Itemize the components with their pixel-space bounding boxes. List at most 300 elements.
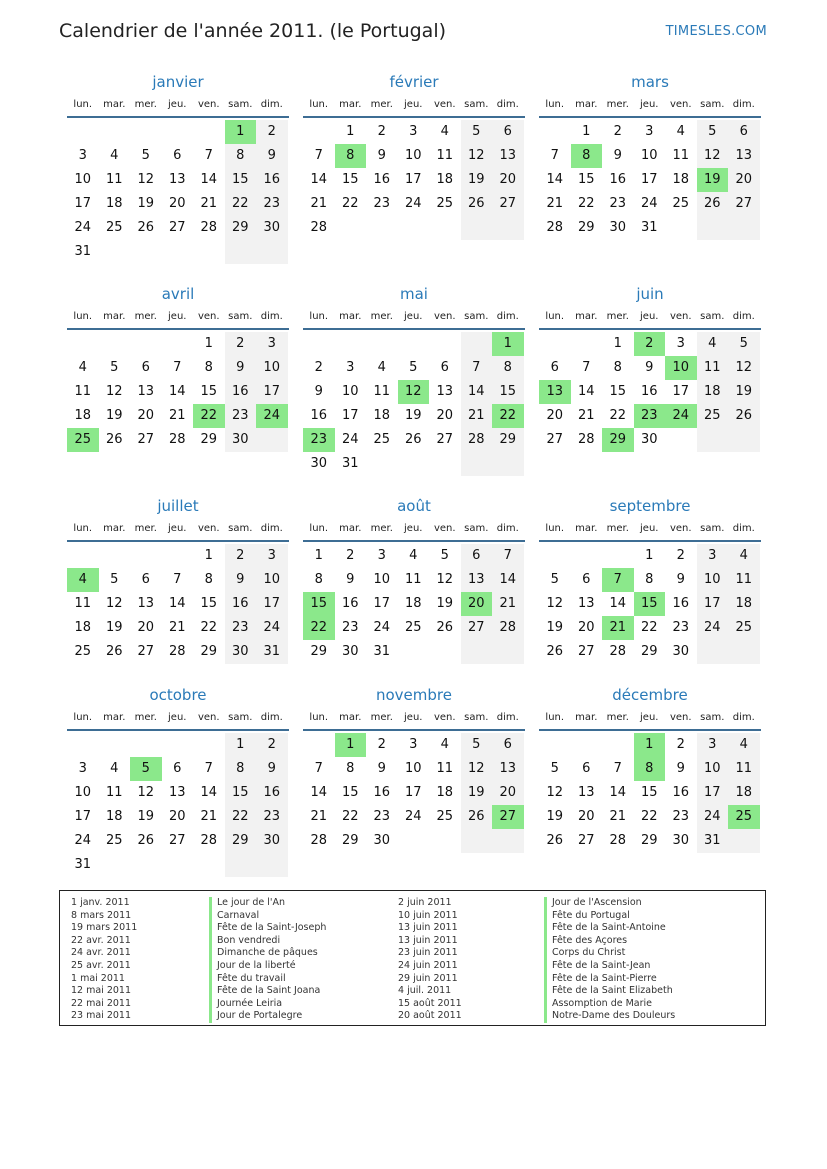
day-cell: 1 (204, 548, 213, 563)
holiday-day-cell: 15 (634, 592, 666, 616)
day-cell: 10 (74, 172, 92, 187)
weekday-label: sam. (700, 712, 725, 723)
day-cell: 22 (609, 408, 627, 423)
day-cell: 29 (640, 644, 658, 659)
legend-date: 8 mars 2011 (71, 909, 132, 921)
day-grid (303, 332, 525, 476)
holiday-day-cell: 21 (602, 616, 634, 640)
day-cell: 9 (225, 568, 257, 592)
empty-cell (366, 332, 398, 356)
day-cell: 2 (346, 548, 355, 563)
weekday-label: jeu. (404, 523, 423, 534)
legend-date: 20 août 2011 (398, 1010, 462, 1022)
legend-holiday-name: Fête du travail (209, 973, 326, 986)
day-cell: 24 (404, 196, 422, 211)
day-cell: 30 (310, 456, 328, 471)
day-cell: 12 (546, 785, 564, 800)
weekday-label: lun. (73, 311, 93, 322)
day-cell: 10 (697, 568, 729, 592)
day-cell: 6 (440, 360, 449, 375)
day-cell: 3 (645, 124, 654, 139)
day-grid (67, 120, 289, 264)
month-name: septembre (609, 497, 691, 515)
day-cell: 23 (609, 196, 627, 211)
weekday-label: ven. (197, 712, 220, 723)
legend-holiday-name: Fête de la Saint Elizabeth (544, 985, 675, 998)
day-cell: 15 (225, 781, 257, 805)
day-cell: 1 (225, 733, 257, 757)
day-cell: 2 (613, 124, 622, 139)
day-cell: 16 (672, 785, 690, 800)
day-cell: 3 (697, 544, 729, 568)
month-name: février (389, 73, 439, 91)
day-cell: 19 (137, 809, 155, 824)
legend-date: 12 mai 2011 (71, 985, 132, 997)
day-cell: 17 (697, 592, 729, 616)
day-cell: 10 (341, 384, 359, 399)
day-cell: 2 (314, 360, 323, 375)
day-cell: 5 (461, 733, 493, 757)
weekday-label: sam. (228, 523, 253, 534)
day-cell: 15 (341, 785, 359, 800)
weekday-label: mer. (134, 523, 157, 534)
day-cell: 5 (461, 120, 493, 144)
day-cell: 1 (613, 336, 622, 351)
empty-cell (130, 332, 162, 356)
page-title: Calendrier de l'année 2011. (le Portugal) (59, 20, 447, 42)
day-grid (303, 733, 525, 853)
day-cell: 7 (314, 148, 323, 163)
legend-holiday-name: Dimanche de pâques (209, 947, 326, 960)
day-cell: 30 (256, 829, 288, 853)
day-cell: 24 (697, 805, 729, 829)
day-cell: 7 (314, 761, 323, 776)
holiday-day-cell: 10 (665, 356, 697, 380)
day-cell: 20 (577, 620, 595, 635)
legend-holiday-name: Fête de la Saint-Pierre (544, 973, 675, 986)
legend-date: 24 juin 2011 (398, 959, 458, 971)
header-rule (303, 540, 525, 542)
day-cell: 16 (672, 596, 690, 611)
day-cell: 15 (640, 785, 658, 800)
day-cell: 28 (200, 833, 218, 848)
month-4 (303, 284, 525, 476)
weekday-label: sam. (700, 311, 725, 322)
day-cell: 5 (440, 548, 449, 563)
day-cell: 6 (492, 120, 524, 144)
day-cell: 17 (256, 592, 288, 616)
day-cell: 30 (672, 644, 690, 659)
day-cell: 30 (609, 220, 627, 235)
legend-holiday-name: Fête de la Saint-Antoine (544, 922, 675, 935)
legend-date: 25 avr. 2011 (71, 959, 131, 971)
holiday-day-cell: 5 (130, 757, 162, 781)
day-cell: 10 (373, 572, 391, 587)
day-cell: 14 (609, 596, 627, 611)
empty-cell (539, 120, 571, 144)
weekday-label: lun. (309, 311, 329, 322)
weekday-label: mer. (606, 311, 629, 322)
day-cell: 14 (168, 384, 186, 399)
day-cell: 19 (546, 809, 564, 824)
day-cell: 23 (373, 809, 391, 824)
day-cell: 25 (728, 616, 760, 640)
day-cell: 29 (640, 833, 658, 848)
weekday-label: lun. (545, 311, 565, 322)
weekday-label: dim. (732, 712, 755, 723)
day-cell: 29 (310, 644, 328, 659)
day-cell: 30 (256, 216, 288, 240)
empty-cell (492, 216, 524, 240)
day-cell: 17 (640, 172, 658, 187)
month-0 (67, 72, 289, 264)
day-cell: 1 (582, 124, 591, 139)
day-cell: 15 (492, 380, 524, 404)
day-cell: 9 (676, 572, 685, 587)
weekday-label: mar. (575, 311, 598, 322)
day-cell: 27 (137, 432, 155, 447)
day-cell: 5 (697, 120, 729, 144)
day-cell: 8 (613, 360, 622, 375)
empty-cell (398, 216, 430, 240)
weekday-label: lun. (545, 523, 565, 534)
month-3 (67, 284, 289, 452)
day-cell: 17 (74, 809, 92, 824)
day-cell: 5 (550, 572, 559, 587)
month-name: mai (400, 285, 428, 303)
day-grid (67, 332, 289, 452)
holiday-day-cell: 8 (571, 144, 603, 168)
legend-left-names (209, 897, 326, 1023)
legend-holiday-name: Bon vendredi (209, 935, 326, 948)
legend-date: 10 juin 2011 (398, 909, 458, 921)
day-cell: 9 (645, 360, 654, 375)
legend-date: 13 juin 2011 (398, 934, 458, 946)
day-cell: 14 (168, 596, 186, 611)
empty-cell (602, 544, 634, 568)
empty-cell (539, 544, 571, 568)
empty-cell (665, 216, 697, 240)
day-cell: 12 (461, 757, 493, 781)
header-rule (303, 116, 525, 118)
day-cell: 28 (310, 833, 328, 848)
day-cell: 21 (546, 196, 564, 211)
day-cell: 2 (225, 544, 257, 568)
day-cell: 11 (436, 761, 454, 776)
legend-holiday-name: Fête de la Saint-Jean (544, 960, 675, 973)
weekday-label: sam. (464, 523, 489, 534)
day-cell: 30 (672, 833, 690, 848)
day-cell: 31 (373, 644, 391, 659)
holiday-day-cell: 1 (335, 733, 367, 757)
day-cell: 20 (546, 408, 564, 423)
legend-holiday-name: Corps du Christ (544, 947, 675, 960)
day-cell: 30 (640, 432, 658, 447)
day-cell: 14 (609, 785, 627, 800)
weekday-label: sam. (228, 99, 253, 110)
brand-link[interactable]: TIMESLES.COM (665, 24, 767, 39)
header-rule (303, 729, 525, 731)
day-cell: 29 (492, 428, 524, 452)
day-cell: 7 (550, 148, 559, 163)
day-cell: 28 (168, 432, 186, 447)
day-cell: 18 (74, 620, 92, 635)
day-cell: 20 (728, 168, 760, 192)
empty-cell (225, 853, 257, 877)
day-cell: 16 (373, 785, 391, 800)
month-9 (67, 685, 289, 877)
day-cell: 31 (341, 456, 359, 471)
day-cell: 3 (78, 148, 87, 163)
day-cell: 19 (105, 620, 123, 635)
day-cell: 6 (173, 761, 182, 776)
day-cell: 15 (609, 384, 627, 399)
day-cell: 2 (676, 548, 685, 563)
empty-cell (398, 332, 430, 356)
day-cell: 5 (110, 572, 119, 587)
day-cell: 3 (78, 761, 87, 776)
weekday-label: dim. (732, 99, 755, 110)
weekday-label: dim. (260, 311, 283, 322)
day-cell: 27 (577, 644, 595, 659)
legend-holiday-name: Jour de l'Ascension (544, 897, 675, 910)
day-cell: 30 (341, 644, 359, 659)
weekday-label: mar. (575, 712, 598, 723)
day-cell: 9 (256, 757, 288, 781)
empty-cell (429, 640, 461, 664)
month-name: avril (161, 285, 195, 303)
day-cell: 15 (225, 168, 257, 192)
day-cell: 12 (461, 144, 493, 168)
empty-cell (461, 452, 493, 476)
weekday-header (303, 709, 525, 727)
day-cell: 21 (609, 809, 627, 824)
legend-date: 24 avr. 2011 (71, 947, 131, 959)
empty-cell (130, 120, 162, 144)
empty-cell (256, 240, 288, 264)
weekday-label: mer. (134, 712, 157, 723)
weekday-label: lun. (73, 99, 93, 110)
day-cell: 7 (461, 356, 493, 380)
empty-cell (193, 853, 225, 877)
holiday-day-cell: 27 (492, 805, 524, 829)
day-cell: 10 (404, 148, 422, 163)
empty-cell (697, 640, 729, 664)
empty-cell (398, 452, 430, 476)
empty-cell (303, 120, 335, 144)
day-cell: 2 (377, 124, 386, 139)
day-cell: 12 (105, 596, 123, 611)
weekday-label: jeu. (640, 712, 659, 723)
day-cell: 4 (78, 360, 87, 375)
day-cell: 24 (74, 220, 92, 235)
day-cell: 18 (728, 592, 760, 616)
empty-cell (225, 240, 257, 264)
day-cell: 21 (577, 408, 595, 423)
day-cell: 15 (341, 172, 359, 187)
weekday-label: ven. (669, 712, 692, 723)
day-cell: 28 (200, 220, 218, 235)
empty-cell (539, 733, 571, 757)
day-cell: 15 (577, 172, 595, 187)
weekday-label: ven. (433, 523, 456, 534)
day-cell: 9 (613, 148, 622, 163)
empty-cell (130, 853, 162, 877)
legend-holiday-name: Fête des Açores (544, 935, 675, 948)
day-cell: 6 (173, 148, 182, 163)
empty-cell (429, 829, 461, 853)
legend-holiday-name: Journée Leiria (209, 998, 326, 1011)
day-cell: 26 (105, 644, 123, 659)
day-cell: 13 (577, 596, 595, 611)
holiday-legend (59, 890, 766, 1026)
day-cell: 13 (577, 785, 595, 800)
day-cell: 9 (256, 144, 288, 168)
weekday-label: jeu. (404, 712, 423, 723)
holiday-day-cell: 12 (398, 380, 430, 404)
day-cell: 28 (310, 220, 328, 235)
day-cell: 19 (137, 196, 155, 211)
weekday-label: ven. (197, 311, 220, 322)
weekday-label: lun. (309, 523, 329, 534)
month-name: mars (631, 73, 669, 91)
holiday-day-cell: 23 (634, 404, 666, 428)
day-cell: 30 (225, 428, 257, 452)
day-cell: 10 (256, 356, 288, 380)
month-1 (303, 72, 525, 240)
day-cell: 28 (546, 220, 564, 235)
day-cell: 16 (640, 384, 658, 399)
empty-cell (130, 240, 162, 264)
weekday-label: sam. (700, 99, 725, 110)
weekday-label: jeu. (640, 311, 659, 322)
day-cell: 10 (640, 148, 658, 163)
day-cell: 14 (577, 384, 595, 399)
weekday-label: sam. (228, 311, 253, 322)
day-cell: 3 (256, 544, 288, 568)
weekday-label: mer. (370, 523, 393, 534)
day-cell: 7 (492, 544, 524, 568)
weekday-header (539, 709, 761, 727)
day-cell: 27 (492, 192, 524, 216)
day-cell: 7 (582, 360, 591, 375)
day-cell: 27 (436, 432, 454, 447)
day-cell: 23 (341, 620, 359, 635)
day-cell: 6 (728, 120, 760, 144)
day-cell: 19 (728, 380, 760, 404)
day-cell: 23 (672, 809, 690, 824)
day-cell: 22 (200, 620, 218, 635)
day-cell: 21 (200, 809, 218, 824)
empty-cell (429, 216, 461, 240)
day-cell: 23 (225, 616, 257, 640)
weekday-label: jeu. (640, 523, 659, 534)
weekday-header (539, 308, 761, 326)
weekday-label: mar. (339, 99, 362, 110)
holiday-day-cell: 24 (665, 404, 697, 428)
day-cell: 11 (105, 785, 123, 800)
empty-cell (366, 216, 398, 240)
empty-cell (67, 544, 99, 568)
empty-cell (602, 733, 634, 757)
empty-cell (571, 332, 603, 356)
empty-cell (728, 428, 760, 452)
empty-cell (193, 120, 225, 144)
day-cell: 9 (377, 148, 386, 163)
day-cell: 1 (645, 548, 654, 563)
day-cell: 18 (105, 196, 123, 211)
weekday-label: jeu. (168, 712, 187, 723)
day-cell: 18 (404, 596, 422, 611)
day-cell: 7 (204, 761, 213, 776)
day-cell: 4 (409, 548, 418, 563)
empty-cell (335, 216, 367, 240)
empty-cell (461, 216, 493, 240)
day-cell: 26 (546, 833, 564, 848)
legend-holiday-name: Fête du Portugal (544, 910, 675, 923)
day-cell: 6 (492, 733, 524, 757)
holiday-day-cell: 1 (634, 733, 666, 757)
day-cell: 26 (105, 432, 123, 447)
day-cell: 10 (404, 761, 422, 776)
day-cell: 26 (137, 220, 155, 235)
empty-cell (99, 733, 131, 757)
weekday-label: ven. (433, 712, 456, 723)
day-cell: 9 (346, 572, 355, 587)
header-rule (303, 328, 525, 330)
day-cell: 4 (110, 148, 119, 163)
day-cell: 12 (697, 144, 729, 168)
empty-cell (728, 829, 760, 853)
weekday-label: ven. (669, 311, 692, 322)
day-cell: 19 (436, 596, 454, 611)
weekday-label: jeu. (404, 99, 423, 110)
day-cell: 16 (256, 168, 288, 192)
day-cell: 22 (341, 809, 359, 824)
day-cell: 2 (225, 332, 257, 356)
day-cell: 6 (141, 360, 150, 375)
header-rule (67, 540, 289, 542)
day-cell: 24 (640, 196, 658, 211)
empty-cell (162, 733, 194, 757)
day-cell: 3 (346, 360, 355, 375)
legend-holiday-name: Fête de la Saint Joana (209, 985, 326, 998)
day-cell: 17 (256, 380, 288, 404)
day-cell: 11 (728, 757, 760, 781)
day-cell: 8 (225, 757, 257, 781)
weekday-label: mar. (103, 712, 126, 723)
month-name: novembre (376, 686, 452, 704)
legend-holiday-name: Fête de la Saint-Joseph (209, 922, 326, 935)
day-cell: 16 (373, 172, 391, 187)
weekday-label: mer. (606, 712, 629, 723)
legend-date: 13 juin 2011 (398, 922, 458, 934)
day-cell: 21 (200, 196, 218, 211)
day-cell: 12 (546, 596, 564, 611)
day-cell: 27 (168, 220, 186, 235)
day-cell: 17 (373, 596, 391, 611)
empty-cell (99, 544, 131, 568)
weekday-label: ven. (433, 99, 456, 110)
legend-date: 2 juin 2011 (398, 897, 452, 908)
weekday-label: dim. (260, 523, 283, 534)
month-name: janvier (152, 73, 204, 91)
weekday-label: ven. (197, 523, 220, 534)
day-cell: 16 (225, 380, 257, 404)
weekday-label: jeu. (168, 311, 187, 322)
month-name: octobre (149, 686, 207, 704)
legend-holiday-name: Notre-Dame des Douleurs (544, 1010, 675, 1023)
